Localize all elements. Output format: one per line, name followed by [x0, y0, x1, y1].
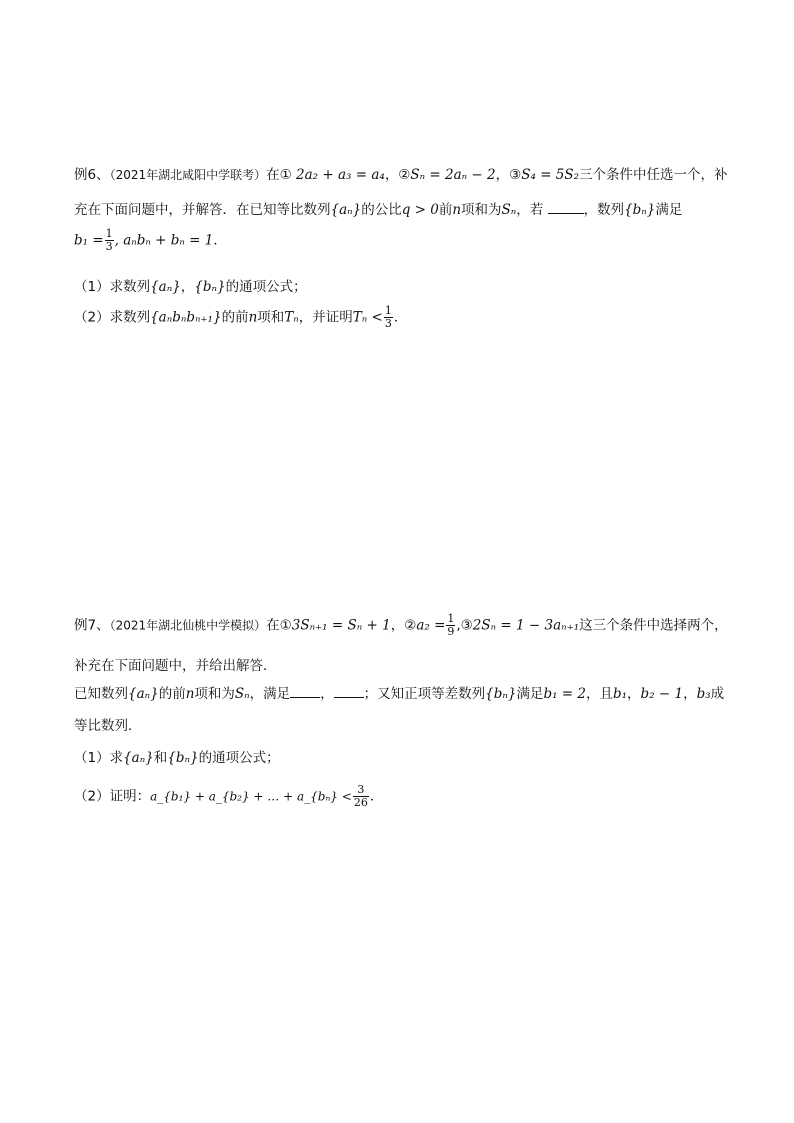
question-label: （1）求数列 — [74, 279, 151, 295]
text: 已知数列 — [74, 686, 128, 702]
answer-blank[interactable] — [548, 201, 584, 214]
ex6-line2 — [74, 198, 682, 218]
condition-2-label: ，② — [384, 167, 411, 183]
condition-3-formula: S₄ = 5S₂ — [521, 167, 580, 183]
numerator: 1 — [447, 612, 455, 625]
text: 成 — [710, 686, 725, 702]
condition-3-label: ,③ — [456, 617, 473, 634]
ex7-line3 — [74, 682, 724, 702]
product-sequence: {aₙbₙbₙ₊₁} — [150, 309, 222, 326]
text: ， — [180, 279, 195, 295]
denominator: 9 — [447, 625, 455, 638]
text: 满足 — [655, 202, 683, 218]
sequence-b: {bₙ} — [167, 750, 199, 766]
text: ；又知正项等差数列 — [363, 686, 486, 702]
text: 项和为 — [461, 202, 502, 218]
text: 的前 — [221, 309, 249, 326]
text: 和 — [153, 750, 168, 766]
text: ． — [213, 232, 227, 249]
ex7-line1 — [74, 613, 728, 638]
question-label: （2）求数列 — [74, 309, 151, 326]
recurrence-relation: , aₙbₙ + bₙ = 1 — [114, 232, 214, 249]
text: ， — [320, 686, 334, 702]
text: 等比数列． — [74, 718, 142, 734]
n-var: n — [248, 309, 258, 326]
text: ． — [369, 788, 384, 805]
numerator: 1 — [105, 227, 113, 240]
text: 三个条件中任选一个，补 — [579, 167, 728, 183]
b1-equation: b₁ = — [74, 232, 104, 249]
sequence-a: {aₙ} — [150, 279, 181, 295]
ex7-question-1 — [74, 746, 280, 766]
inequality: Tₙ < — [352, 309, 383, 326]
sequence-b: {bₙ} — [194, 279, 226, 295]
ex6-line3 — [74, 228, 227, 253]
condition-1-label: ① — [279, 617, 292, 634]
ex6-question-2 — [74, 305, 407, 330]
fraction-one-third — [105, 228, 114, 253]
condition-2-formula: a₂ = — [416, 617, 446, 634]
b1-value: b₁ = 2 — [543, 686, 586, 702]
text: 的公比 — [361, 202, 402, 218]
ex6-line1 — [74, 163, 728, 183]
text: ， — [683, 686, 697, 702]
ex6-label: 例6、 — [74, 167, 110, 183]
text: 充在下面问题中，并解答．在已知等比数列 — [74, 202, 331, 218]
tn-var: Tₙ — [284, 309, 299, 326]
sum-var: Sₙ — [501, 202, 517, 218]
condition-1-label: ① — [279, 167, 292, 183]
text: ，且 — [585, 686, 613, 702]
text: ，满足 — [249, 686, 291, 702]
condition-2-label: ，② — [390, 617, 417, 634]
n-var: n — [452, 202, 462, 218]
text: 这三个条件中选择两个， — [579, 617, 728, 634]
text: ，数列 — [583, 202, 625, 218]
sequence-a: {aₙ} — [330, 202, 362, 218]
condition-3-label: ，③ — [495, 167, 522, 183]
condition-3-formula: 2Sₙ = 1 − 3aₙ₊₁ — [472, 617, 580, 634]
text: 前 — [438, 202, 453, 218]
question-label: （1）求 — [74, 750, 124, 766]
denominator: 26 — [353, 796, 368, 809]
text: 项和为 — [194, 686, 235, 702]
ex6-source: （2021年湖北咸阳中学联考） — [109, 168, 267, 182]
text: 在 — [266, 167, 280, 183]
text: ，并证明 — [298, 309, 353, 326]
text: 满足 — [516, 686, 544, 702]
text: ，若 — [516, 202, 544, 218]
b2-term: b₂ − 1 — [640, 686, 684, 702]
denominator: 3 — [105, 240, 113, 253]
b3-term: b₃ — [696, 686, 711, 702]
sum-var: Sₙ — [234, 686, 250, 702]
condition-1-formula: 3Sₙ₊₁ = Sₙ + 1 — [291, 617, 391, 634]
fraction-one-ninth — [446, 613, 455, 638]
n-var: n — [185, 686, 195, 702]
ex7-line4 — [74, 714, 142, 734]
answer-blank[interactable] — [290, 685, 320, 698]
condition-2-formula: Sₙ = 2aₙ − 2 — [410, 167, 496, 183]
numerator: 1 — [384, 304, 392, 317]
text: ． — [393, 309, 408, 326]
ex7-label: 例7、 — [74, 617, 110, 634]
ex6-question-1 — [74, 275, 307, 295]
answer-blank[interactable] — [334, 685, 364, 698]
text: ， — [627, 686, 641, 702]
text: 项和 — [257, 309, 285, 326]
sum-inequality: a_{b₁} + a_{b₂} + … + a_{bₙ} < — [150, 789, 352, 804]
ratio-condition: q > 0 — [401, 202, 439, 218]
question-label: （2）证明： — [74, 788, 151, 805]
sequence-b: {bₙ} — [485, 686, 517, 702]
ex7-question-2 — [74, 784, 383, 809]
text: 的前 — [158, 686, 186, 702]
sequence-a: {aₙ} — [123, 750, 154, 766]
ex7-line2 — [74, 654, 277, 674]
fraction-one-third — [384, 305, 393, 330]
text: 的通项公式； — [198, 750, 280, 766]
b1-term: b₁ — [612, 686, 628, 702]
fraction-three-over-twentysix — [353, 784, 369, 809]
text: 补充在下面问题中，并给出解答． — [74, 658, 277, 674]
condition-1-formula: 2a₂ + a₃ = a₄ — [296, 167, 385, 183]
sequence-a: {aₙ} — [128, 686, 159, 702]
denominator: 3 — [384, 317, 392, 330]
sequence-b: {bₙ} — [624, 202, 656, 218]
ex7-source: （2021年湖北仙桃中学模拟） — [109, 618, 267, 633]
text: 的通项公式； — [225, 279, 307, 295]
numerator: 3 — [353, 784, 369, 797]
text: 在 — [266, 617, 280, 634]
